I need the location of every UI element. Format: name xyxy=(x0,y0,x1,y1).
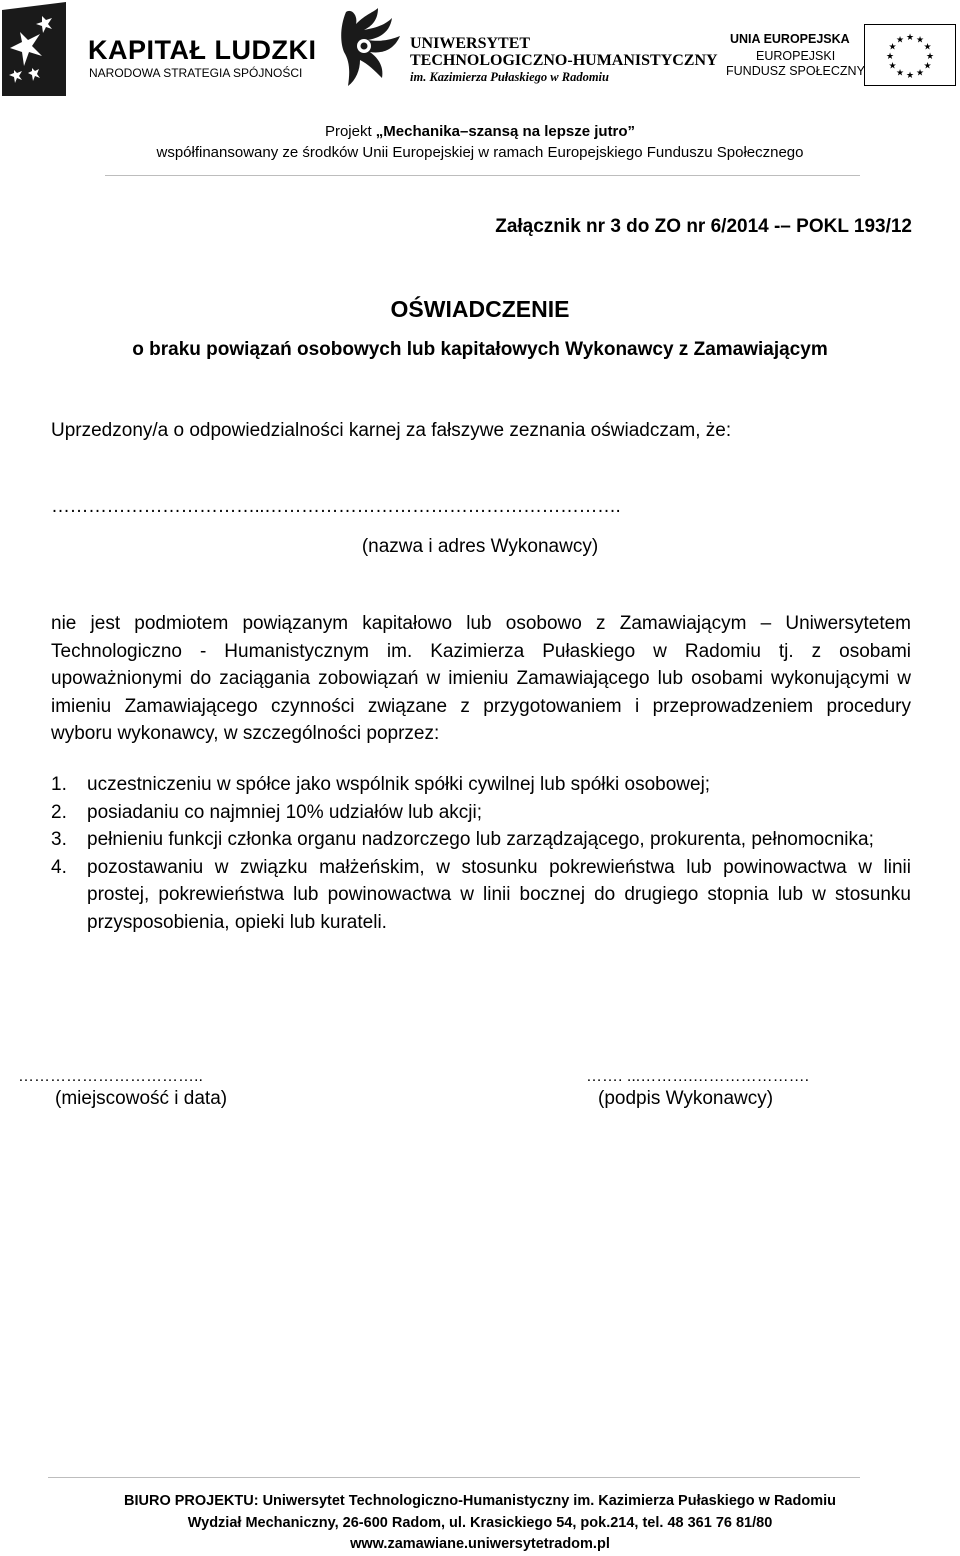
university-emblem-icon xyxy=(338,6,404,90)
contractor-caption: (nazwa i adres Wykonawcy) xyxy=(361,536,599,557)
declaration-intro: Uprzedzony/a o odpowiedzialności karnej za fałszywe zeznania oświadczam, że: xyxy=(51,420,732,441)
university-name-line-1: UNIWERSYTET xyxy=(410,35,531,52)
eu-label-line-2: EUROPEJSKI xyxy=(756,49,836,63)
list-item xyxy=(51,826,911,854)
svg-text:★: ★ xyxy=(885,52,895,62)
signature-fill-line: ……. ...……….…………………. xyxy=(586,1068,810,1085)
footer-website-link[interactable]: www.zamawiane.uniwersytetradom.pl xyxy=(350,1536,610,1552)
kapital-ludzki-logo xyxy=(2,2,66,96)
list-item xyxy=(51,771,911,799)
svg-text:★: ★ xyxy=(905,33,915,43)
university-name-line-2: TECHNOLOGICZNO-HUMANISTYCZNY xyxy=(410,52,718,69)
footer-address: Wydział Mechaniczny, 26-600 Radom, ul. Krasickiego 54, pok.214, tel. 48 361 76 81/80 xyxy=(187,1515,773,1531)
signature-label: (podpis Wykonawcy) xyxy=(598,1088,774,1109)
contractor-fill-line: ……………………………..…………………………………………………. xyxy=(51,496,621,517)
svg-text:★: ★ xyxy=(915,35,925,46)
document-subtitle: o braku powiązań osobowych lub kapitałowych Wykonawcy z Zamawiającym xyxy=(132,339,828,360)
svg-text:★: ★ xyxy=(888,42,897,53)
list-item xyxy=(51,799,911,827)
declaration-paragraph: nie jest podmiotem powiązanym kapitałowo lub osobowo z Zamawiającym – Uniwersytetem Technologiczno - Humanistycznym im. Kazimierza Pułaskiego w Radomiu tj. z osobami upoważnionymi do zaciągania zobowiązań w imieniu Zamawiającego lub osobami wykonującymi w imieniu Zamawiającego czynności związane z przygotowaniem i przeprowadzeniem procedury wyboru wykonawcy, w szczególności poprzez: xyxy=(51,613,911,745)
list-item-text: pozostawaniu w związku małżeńskim, w stosunku pokrewieństwa lub powinowactwa w linii prostej, pokrewieństwa lub powinowactwa w linii bocznej do drugiego stopnia lub w stosunku przysposobienia, opieki lub kurateli. xyxy=(87,856,911,933)
kapital-ludzki-tagline: NARODOWA STRATEGIA SPÓJNOŚCI xyxy=(89,66,303,80)
list-item xyxy=(51,854,911,937)
svg-text:★: ★ xyxy=(888,61,897,72)
svg-text:★: ★ xyxy=(895,68,905,79)
list-item-text: pełnieniu funkcji członka organu nadzorczego lub zarządzającego, prokurenta, pełnomocnika; xyxy=(87,829,874,851)
eu-flag-icon xyxy=(864,24,956,86)
eu-label-line-1: UNIA EUROPEJSKA xyxy=(730,32,850,46)
svg-text:★: ★ xyxy=(905,71,915,81)
footer-divider xyxy=(48,1477,860,1478)
cofinancing-note: współfinansowany ze środków Unii Europejskiej w ramach Europejskiego Funduszu Społecznego xyxy=(156,144,804,161)
footer-project-office: BIURO PROJEKTU: Uniwersytet Technologiczno-Humanistyczny im. Kazimierza Pułaskiego w Radomiu xyxy=(124,1493,836,1509)
svg-text:★: ★ xyxy=(923,61,932,72)
place-date-label: (miejscowość i data) xyxy=(55,1088,228,1109)
list-item-number: 3. xyxy=(51,829,67,851)
document-title: OŚWIADCZENIE xyxy=(390,296,570,322)
place-date-fill-line: …………………………….. xyxy=(18,1068,203,1085)
list-item-number: 4. xyxy=(51,856,67,878)
svg-text:★: ★ xyxy=(925,52,935,62)
svg-text:★: ★ xyxy=(915,68,925,79)
list-item-number: 1. xyxy=(51,774,67,795)
attachment-reference: Załącznik nr 3 do ZO nr 6/2014 -– POKL 193/12 xyxy=(495,216,912,237)
project-header xyxy=(0,123,960,140)
kapital-ludzki-wordmark: KAPITAŁ LUDZKI xyxy=(88,35,317,65)
header-divider xyxy=(105,175,860,176)
svg-text:★: ★ xyxy=(923,42,932,53)
list-item-text: posiadaniu co najmniej 10% udziałów lub akcji; xyxy=(87,801,483,823)
list-item-text: uczestniczeniu w spółce jako wspólnik spółki cywilnej lub spółki osobowej; xyxy=(87,774,711,795)
svg-text:★: ★ xyxy=(895,35,905,46)
list-item-number: 2. xyxy=(51,801,67,823)
project-name: „Mechanika–szansą na lepsze jutro” xyxy=(375,123,636,140)
university-name-line-3: im. Kazimierza Pułaskiego w Radomiu xyxy=(410,70,609,84)
relations-list xyxy=(51,771,911,937)
eu-label-line-3: FUNDUSZ SPOŁECZNY xyxy=(726,64,865,78)
project-prefix: Projekt xyxy=(324,123,376,140)
